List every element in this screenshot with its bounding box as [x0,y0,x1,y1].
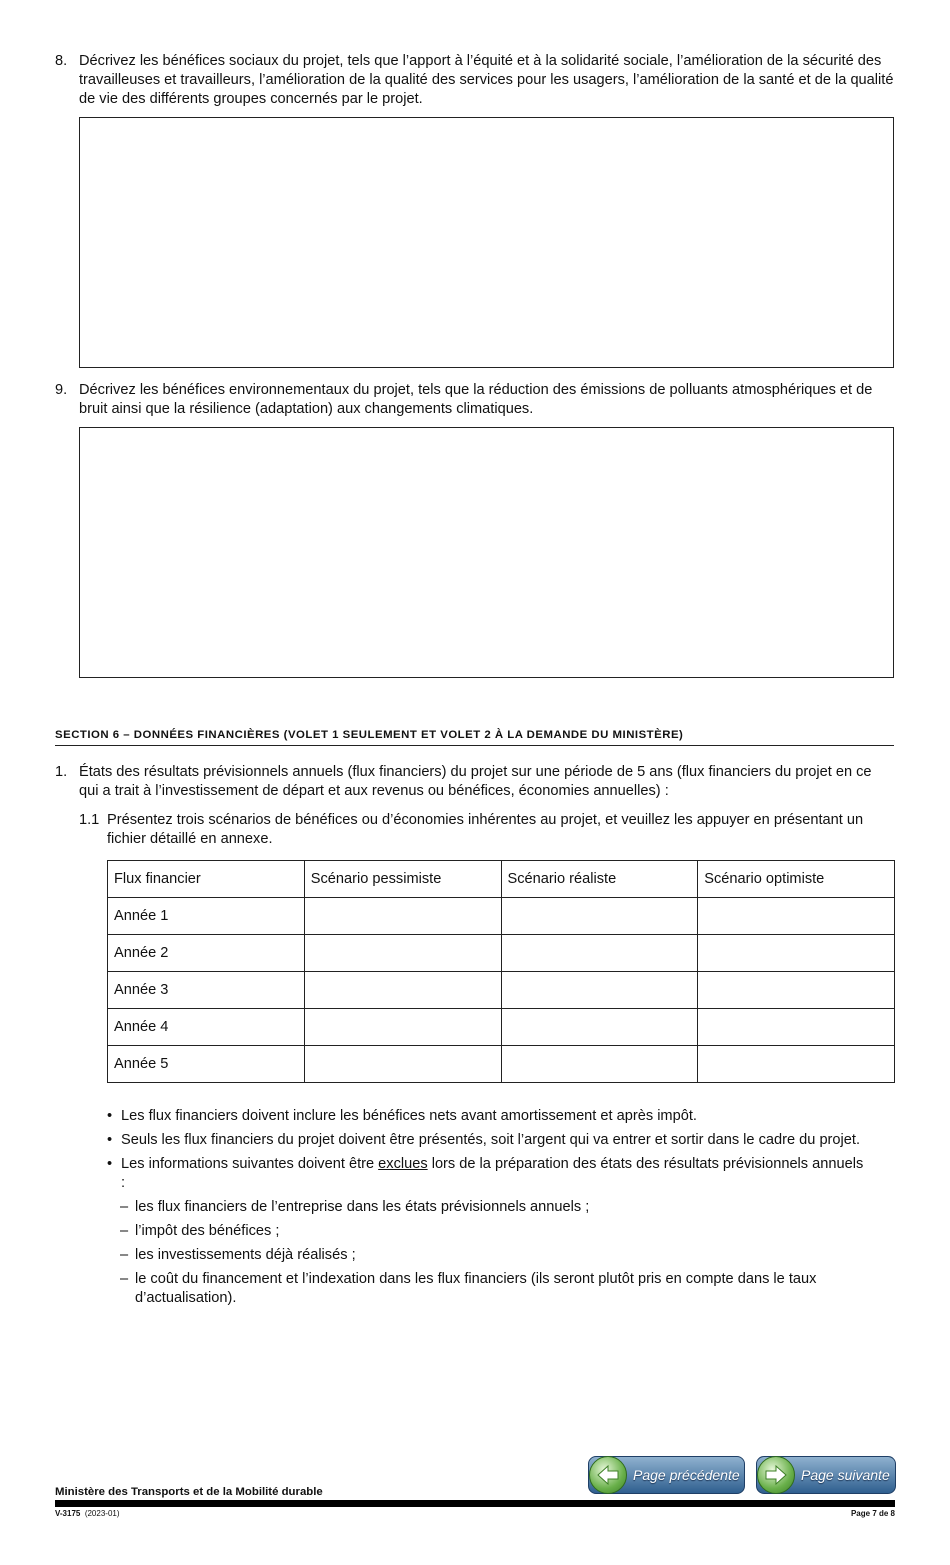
section-6-item-1-1 [79,811,894,849]
table-row [108,898,895,935]
footer-form-code [55,1509,120,1519]
footer-divider [55,1500,895,1507]
question-number: 8. [55,53,68,69]
row-label: Année 4 [108,1009,305,1046]
bullet-icon: • [107,1108,113,1124]
cell-pessimiste-input[interactable] [304,898,501,935]
list-item [107,1222,867,1241]
bullet-text-start: Les informations suivantes doivent être [121,1156,379,1172]
table-row [108,1009,895,1046]
bullet-icon: • [107,1132,113,1148]
arrow-left-icon [589,1456,627,1494]
bullet-text-end: lors de la préparation des états des résultats prévisionnels annuels : [121,1156,864,1191]
instructions-list [107,1107,867,1313]
row-label: Année 1 [108,898,305,935]
section-6-title: SECTION 6 – DONNÉES FINANCIÈRES (VOLET 1 SEULEMENT ET VOLET 2 À LA DEMANDE DU MINISTÈRE) [55,728,894,746]
dash-text: les flux financiers de l’entreprise dans les états prévisionnels annuels ; [135,1199,590,1215]
environmental-benefits-textarea[interactable] [79,427,894,678]
cell-realiste-input[interactable] [501,972,698,1009]
cell-optimiste-input[interactable] [698,898,895,935]
table-row [108,1046,895,1083]
item-text: États des résultats prévisionnels annuels (flux financiers) du projet sur une période de 5 ans (flux financiers du projet en ce qui a trait à l’investissement de départ et aux revenus ou bénéfices, économies annuelles) : [79,764,872,799]
bullet-text: Les flux financiers doivent inclure les bénéfices nets avant amortissement et après impôt. [121,1108,697,1124]
dash-text: les investissements déjà réalisés ; [135,1247,356,1263]
bullet-text-underlined: exclues [378,1156,428,1172]
previous-page-button[interactable] [588,1456,745,1494]
cell-optimiste-input[interactable] [698,972,895,1009]
table-row [108,972,895,1009]
cell-realiste-input[interactable] [501,898,698,935]
social-benefits-textarea[interactable] [79,117,894,368]
arrow-right-icon [757,1456,795,1494]
previous-page-label: Page précédente [633,1467,740,1483]
list-item [107,1198,867,1217]
row-label: Année 2 [108,935,305,972]
item-number: 1.1 [79,812,100,828]
question-8 [55,52,895,109]
table-row [108,935,895,972]
cell-optimiste-input[interactable] [698,1009,895,1046]
question-text: Décrivez les bénéfices sociaux du projet, tels que l’apport à l’équité et à la solidarité sociale, l’amélioration de la sécurité des travailleuses et travailleurs, l’amélioration de la qualité des services pour les usagers, l’amélioration de la santé et de la qualité de vie des différents groupes concernés par le projet. [79,53,894,107]
bullet-text: Seuls les flux financiers du projet doivent être présentés, soit l’argent qui va entrer et sortir dans le cadre du projet. [121,1132,861,1148]
list-item [107,1107,867,1126]
form-code: V-3175 [55,1509,81,1518]
list-item [107,1246,867,1265]
question-text: Décrivez les bénéfices environnementaux du projet, tels que la réduction des émissions de polluants atmosphériques et de bruit ainsi que la résilience (adaptation) aux changements climatiques. [79,382,873,417]
footer-page-number: Page 7 de 8 [850,1509,895,1518]
cell-pessimiste-input[interactable] [304,1046,501,1083]
row-label: Année 3 [108,972,305,1009]
cell-pessimiste-input[interactable] [304,972,501,1009]
row-label: Année 5 [108,1046,305,1083]
cell-realiste-input[interactable] [501,935,698,972]
dash-icon: – [120,1223,129,1239]
dash-text: le coût du financement et l’indexation dans les flux financiers (ils seront plutôt pris en compte dans le taux d’actualisation). [135,1271,817,1306]
header-scenario-optimiste: Scénario optimiste [698,861,895,898]
dash-icon: – [120,1271,129,1287]
list-item [107,1131,867,1150]
header-flux-financier: Flux financier [108,861,305,898]
next-page-label: Page suivante [801,1467,890,1483]
list-item [107,1155,867,1193]
cash-flow-table [107,860,895,1083]
dash-icon: – [120,1247,129,1263]
header-scenario-pessimiste: Scénario pessimiste [304,861,501,898]
cell-realiste-input[interactable] [501,1009,698,1046]
header-scenario-realiste: Scénario réaliste [501,861,698,898]
footer-organization: Ministère des Transports et de la Mobilité durable [55,1486,323,1498]
table-header-row [108,861,895,898]
cell-optimiste-input[interactable] [698,1046,895,1083]
dash-text: l’impôt des bénéfices ; [135,1223,280,1239]
form-date: (2023-01) [84,1509,120,1518]
section-6-item-1 [55,763,895,801]
cell-optimiste-input[interactable] [698,935,895,972]
list-item [107,1270,867,1308]
question-number: 9. [55,382,68,398]
item-number: 1. [55,764,68,780]
question-9 [55,381,895,419]
bullet-icon: • [107,1156,113,1172]
next-page-button[interactable] [756,1456,896,1494]
dash-icon: – [120,1199,129,1215]
cell-realiste-input[interactable] [501,1046,698,1083]
cell-pessimiste-input[interactable] [304,935,501,972]
item-text: Présentez trois scénarios de bénéfices ou d’économies inhérentes au projet, et veuillez les appuyer en présentant un fichier détaillé en annexe. [107,812,864,847]
cell-pessimiste-input[interactable] [304,1009,501,1046]
